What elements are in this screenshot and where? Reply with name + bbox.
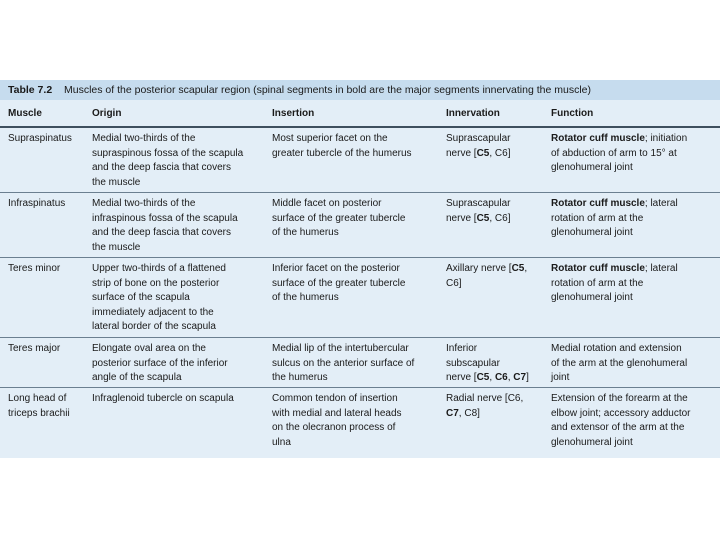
cell-origin	[92, 262, 226, 335]
cell-line: Suprascapular	[446, 133, 511, 144]
cell-line: nerve [C5, C6]	[446, 147, 511, 159]
cell-line: and the deep fascia that covers	[92, 227, 231, 238]
cell-line: Inferior facet on the posterior	[272, 263, 400, 274]
cell-line: strip of bone on the posterior	[92, 277, 220, 289]
cell-insertion	[272, 262, 405, 306]
cell-line: immediately adjacent to the	[92, 306, 214, 318]
cell-origin	[92, 392, 234, 407]
cell-line: sulcus on the anterior surface of	[272, 357, 415, 369]
cell-line: nerve [C5, C6, C7]	[446, 372, 529, 383]
cell-innervation	[446, 262, 527, 291]
cell-function	[551, 197, 678, 241]
cell-line: and extensor of the arm at the	[551, 422, 685, 433]
cell-line: angle of the scapula	[92, 372, 182, 383]
cell-origin	[92, 197, 238, 255]
cell-line: glenohumeral joint	[551, 227, 633, 238]
cell-line: of the arm at the glenohumeral	[551, 357, 688, 369]
header-rule	[0, 126, 720, 128]
cell-line: Most superior facet on the	[272, 133, 388, 144]
table-caption-text: Muscles of the posterior scapular region (spinal segments in bold are the major segments innervating the muscle)	[64, 84, 592, 96]
cell-line: elbow joint; accessory adductor	[551, 407, 691, 419]
cell-insertion	[272, 197, 405, 241]
cell-line: Infraspinatus	[8, 198, 66, 209]
cell-function	[551, 262, 678, 306]
cell-line: rotation of arm at the	[551, 277, 644, 289]
cell-line: C7, C8]	[446, 407, 480, 419]
cell-line: Middle facet on posterior	[272, 198, 382, 209]
cell-innervation	[446, 197, 511, 226]
cell-origin	[92, 342, 228, 386]
cell-line: Infraglenoid tubercle on scapula	[92, 393, 234, 404]
cell-line: of the humerus	[272, 227, 339, 238]
cell-line: the muscle	[92, 176, 141, 188]
cell-muscle	[8, 132, 72, 147]
cell-line: surface of the greater tubercle	[272, 212, 406, 224]
cell-line: ulna	[272, 436, 291, 448]
table-caption	[0, 80, 720, 100]
cell-line: infraspinous fossa of the scapula	[92, 212, 238, 224]
cell-line: Medial rotation and extension	[551, 343, 682, 354]
header-origin: Origin	[92, 108, 122, 119]
cell-line: greater tubercle of the humerus	[272, 147, 412, 159]
row-divider	[0, 387, 720, 388]
cell-line: subscapular	[446, 357, 500, 369]
cell-insertion	[272, 342, 414, 386]
cell-line: the humerus	[272, 372, 328, 383]
muscle-table	[0, 80, 720, 458]
cell-muscle	[8, 262, 60, 277]
row-divider	[0, 337, 720, 338]
cell-line: joint	[551, 372, 570, 383]
header-function: Function	[551, 108, 594, 119]
cell-line: Common tendon of insertion	[272, 393, 398, 404]
cell-line: Axillary nerve [C5,	[446, 263, 528, 274]
cell-muscle	[8, 342, 60, 357]
cell-line: glenohumeral joint	[551, 162, 633, 173]
cell-line: the muscle	[92, 241, 141, 253]
cell-function	[551, 392, 691, 450]
cell-line: nerve [C5, C6]	[446, 212, 511, 224]
cell-muscle	[8, 197, 65, 212]
cell-innervation	[446, 392, 523, 421]
cell-line: Extension of the forearm at the	[551, 393, 688, 404]
cell-line: of abduction of arm to 15° at	[551, 147, 677, 159]
cell-line: Upper two-thirds of a flattened	[92, 263, 226, 274]
cell-line: Teres minor	[8, 263, 61, 274]
cell-insertion	[272, 392, 402, 450]
cell-line: of the humerus	[272, 292, 339, 303]
table-number: Table 7.2	[8, 84, 53, 96]
cell-line: glenohumeral joint	[551, 436, 633, 448]
cell-line: rotation of arm at the	[551, 212, 644, 224]
cell-line: Rotator cuff muscle; initiation	[551, 133, 688, 144]
cell-line: C6]	[446, 277, 462, 289]
cell-line: Rotator cuff muscle; lateral	[551, 263, 678, 274]
cell-line: Rotator cuff muscle; lateral	[551, 198, 678, 209]
cell-innervation	[446, 342, 529, 386]
cell-line: Teres major	[8, 343, 61, 354]
cell-line: Medial lip of the intertubercular	[272, 343, 409, 354]
cell-innervation	[446, 132, 511, 161]
cell-line: surface of the greater tubercle	[272, 277, 406, 289]
cell-line: Elongate oval area on the	[92, 343, 206, 354]
header-muscle: Muscle	[8, 108, 42, 119]
cell-line: Medial two-thirds of the	[92, 198, 196, 209]
cell-line: Suprascapular	[446, 198, 511, 209]
cell-line: posterior surface of the inferior	[92, 357, 228, 369]
cell-line: Medial two-thirds of the	[92, 133, 196, 144]
cell-line: Radial nerve [C6,	[446, 393, 524, 404]
cell-line: Long head of	[8, 393, 67, 404]
cell-line: Inferior	[446, 343, 478, 354]
cell-line: and the deep fascia that covers	[92, 162, 231, 173]
cell-origin	[92, 132, 243, 190]
cell-line: Supraspinatus	[8, 133, 72, 144]
cell-function	[551, 342, 687, 386]
cell-insertion	[272, 132, 412, 161]
cell-function	[551, 132, 687, 176]
cell-muscle	[8, 392, 70, 421]
row-divider	[0, 192, 720, 193]
cell-line: with medial and lateral heads	[272, 407, 402, 419]
row-divider	[0, 257, 720, 258]
cell-line: glenohumeral joint	[551, 292, 633, 303]
cell-line: supraspinous fossa of the scapula	[92, 147, 244, 159]
cell-line: triceps brachii	[8, 407, 70, 419]
cell-line: on the olecranon process of	[272, 422, 396, 433]
header-innervation: Innervation	[446, 108, 500, 119]
header-insertion: Insertion	[272, 108, 315, 119]
cell-line: lateral border of the scapula	[92, 321, 216, 332]
cell-line: surface of the scapula	[92, 292, 190, 303]
